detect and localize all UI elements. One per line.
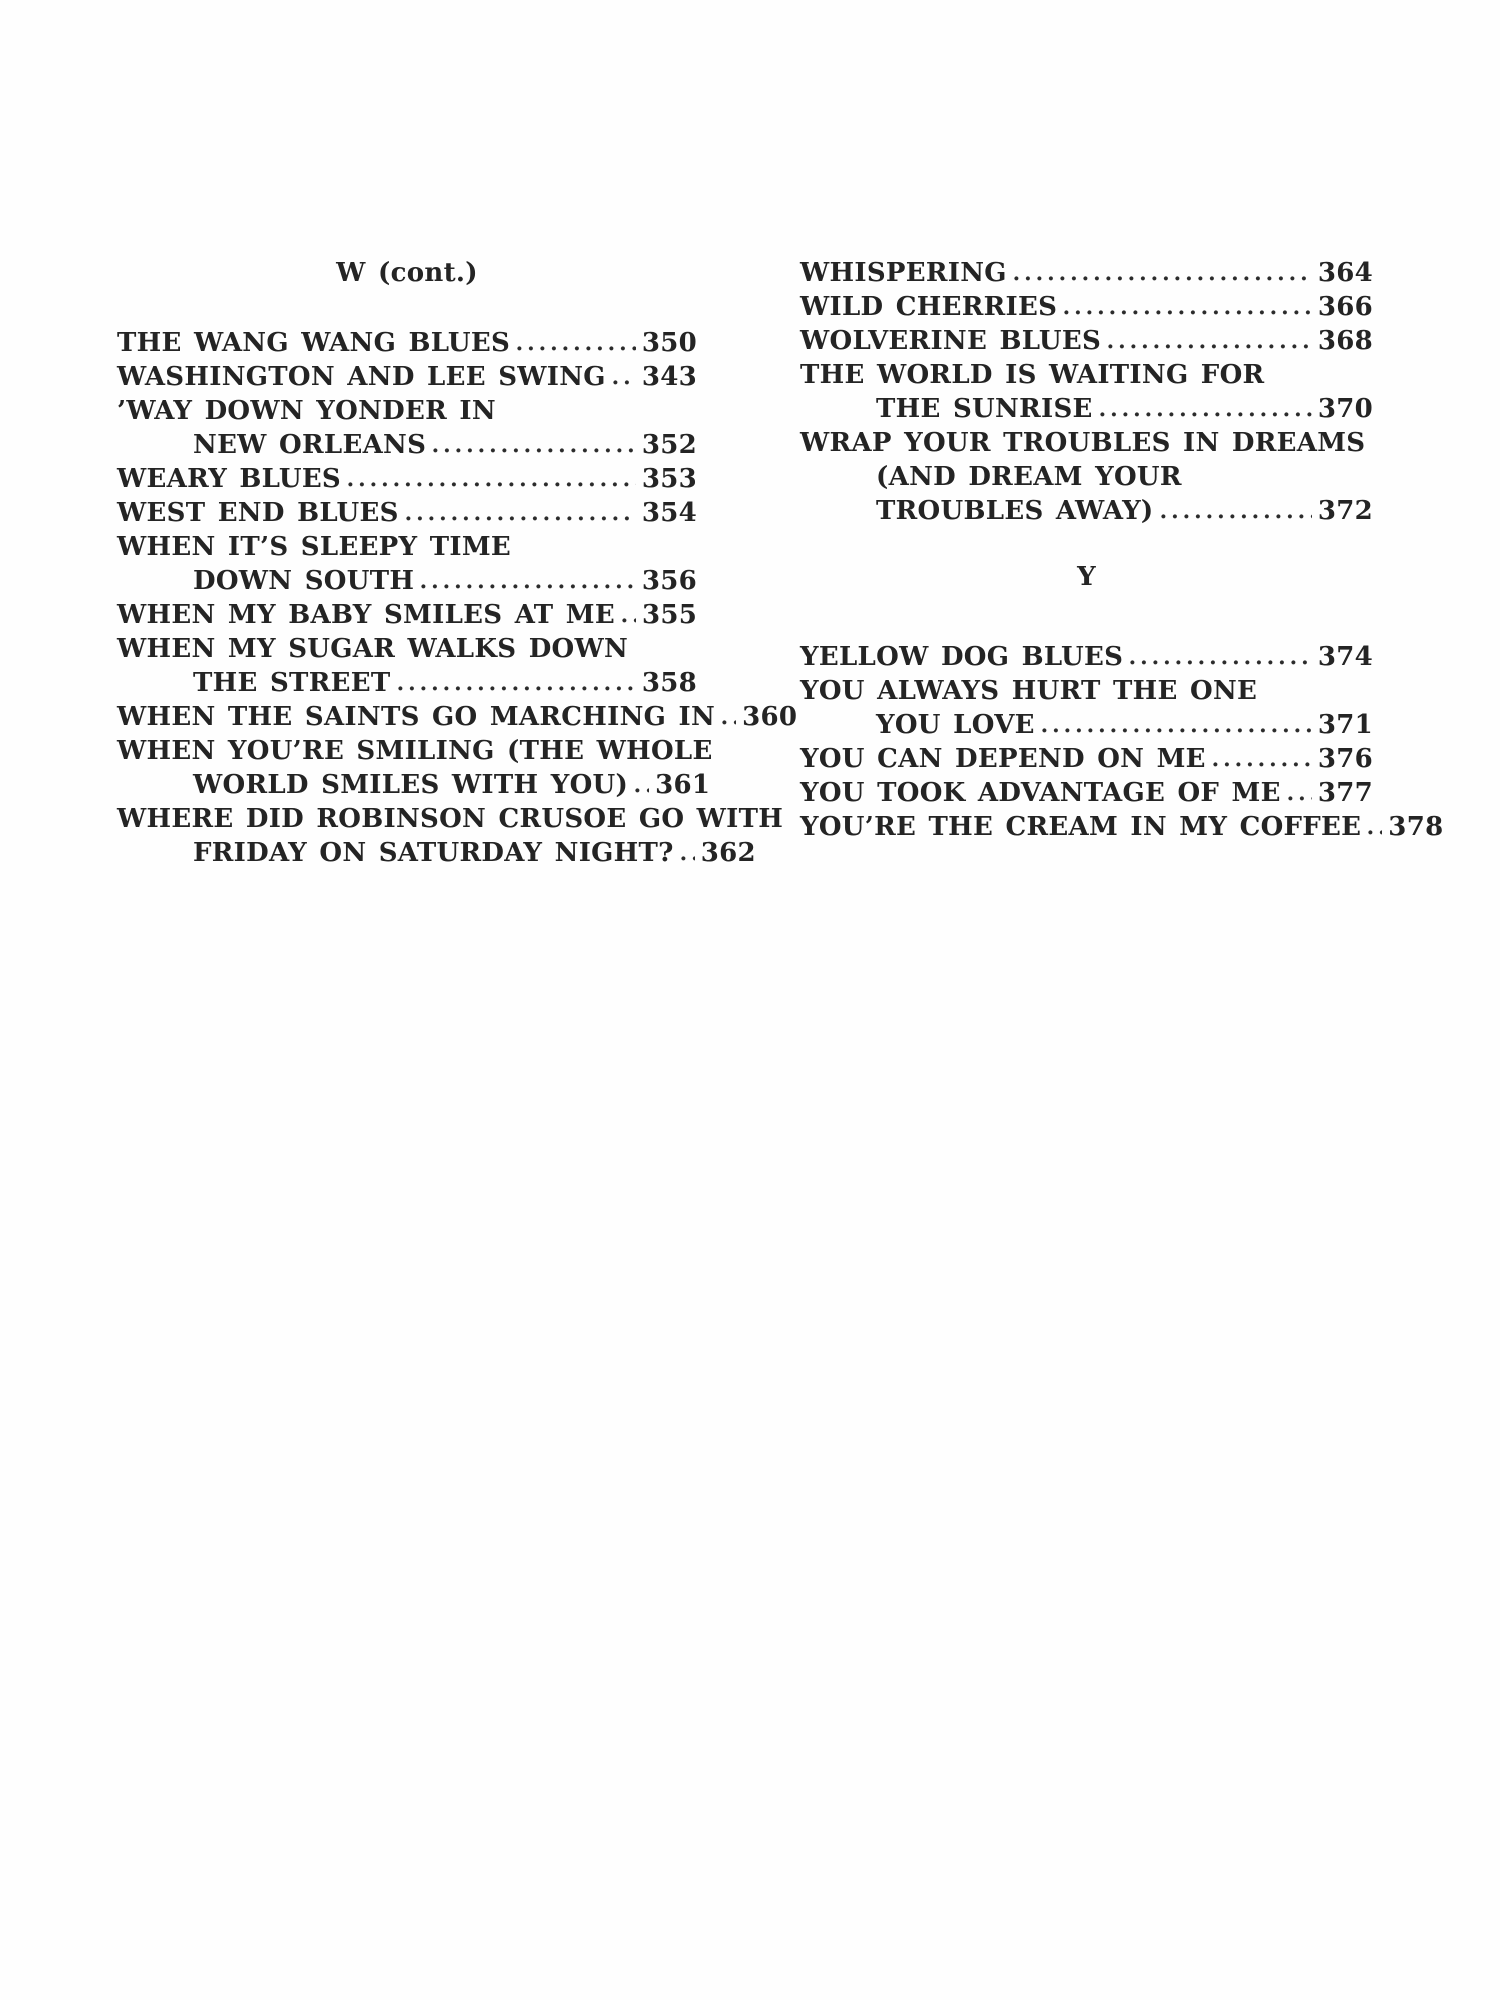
section-heading: Y — [1077, 562, 1096, 592]
index-entry-line — [117, 496, 697, 530]
entry-title: THE WANG WANG BLUES — [117, 328, 511, 358]
page-number: 352 — [641, 430, 697, 460]
entry-title: WORLD SMILES WITH YOU) — [193, 770, 629, 800]
entry-title: ’WAY DOWN YONDER IN — [117, 396, 496, 426]
page-number: 355 — [641, 600, 698, 630]
entry-title: WHEN MY SUGAR WALKS DOWN — [117, 634, 629, 664]
index-entry-line — [800, 776, 1373, 810]
dot-leader — [1014, 276, 1312, 281]
page-number: 360 — [742, 702, 798, 732]
index-entry-line — [117, 802, 784, 836]
page-number: 354 — [641, 498, 697, 528]
entry-title: THE STREET — [193, 668, 391, 698]
page-number: 353 — [641, 464, 697, 494]
entry-title: WILD CHERRIES — [800, 292, 1058, 322]
entry-title: YOU TOOK ADVANTAGE OF ME — [800, 778, 1281, 808]
entry-title: DOWN SOUTH — [193, 566, 415, 596]
entry-title: WEARY BLUES — [117, 464, 342, 494]
dot-leader — [1288, 796, 1312, 801]
index-entry-line — [800, 324, 1373, 358]
dot-leader — [622, 618, 636, 623]
page-number: 343 — [641, 362, 697, 392]
index-entry-line — [117, 836, 756, 870]
entry-title: YOU CAN DEPEND ON ME — [800, 744, 1206, 774]
index-entry-line — [117, 428, 697, 462]
entry-title: WHEN MY BABY SMILES AT ME — [117, 600, 615, 630]
entry-title: FRIDAY ON SATURDAY NIGHT? — [193, 838, 674, 868]
index-entry-line — [800, 460, 1373, 494]
dot-leader — [1042, 728, 1312, 733]
entry-title: WOLVERINE BLUES — [800, 326, 1102, 356]
entry-title: WRAP YOUR TROUBLES IN DREAMS — [800, 428, 1366, 458]
index-entry-line — [800, 494, 1373, 528]
entry-title: NEW ORLEANS — [193, 430, 427, 460]
dot-leader — [1064, 310, 1312, 315]
entry-title: WHEN THE SAINTS GO MARCHING IN — [117, 702, 716, 732]
page-number: 371 — [1317, 710, 1373, 740]
page-number: 361 — [655, 770, 711, 800]
dot-leader — [1130, 660, 1312, 665]
page-number: 376 — [1317, 744, 1373, 774]
entry-title: WEST END BLUES — [117, 498, 399, 528]
dot-leader — [348, 482, 636, 487]
page-number: 362 — [700, 838, 756, 868]
index-entry-line — [117, 394, 697, 428]
index-entry-line — [117, 666, 697, 700]
page-number: 377 — [1317, 778, 1373, 808]
entry-title: YELLOW DOG BLUES — [800, 642, 1124, 672]
index-column-right — [800, 256, 1444, 870]
entry-title: YOU’RE THE CREAM IN MY COFFEE — [800, 812, 1362, 842]
index-column-left — [117, 256, 798, 870]
dot-leader — [1100, 412, 1312, 417]
index-entry-line — [800, 674, 1373, 708]
dot-leader — [681, 856, 695, 861]
page-number: 350 — [641, 328, 697, 358]
entry-title: WHISPERING — [800, 258, 1007, 288]
index-entry-line — [800, 426, 1373, 460]
page-number: 378 — [1388, 812, 1444, 842]
index-entry-line — [800, 708, 1373, 742]
dot-leader — [1161, 514, 1312, 519]
index-entry-line — [117, 632, 697, 666]
entry-title: THE SUNRISE — [876, 394, 1093, 424]
index-entry-line — [800, 640, 1373, 674]
index-entry-line — [117, 598, 697, 632]
index-entry-line — [800, 810, 1444, 844]
entry-title: (AND DREAM YOUR — [876, 462, 1182, 492]
page-number: 356 — [641, 566, 697, 596]
dot-leader — [406, 516, 636, 521]
entry-title: WASHINGTON AND LEE SWING — [117, 362, 606, 392]
index-entry-line — [117, 360, 697, 394]
song-index — [117, 256, 1444, 870]
dot-leader — [517, 346, 636, 351]
entry-title: THE WORLD IS WAITING FOR — [800, 360, 1265, 390]
page-number: 374 — [1317, 642, 1373, 672]
page-number: 370 — [1317, 394, 1373, 424]
index-entry-line — [117, 530, 697, 564]
page-number: 368 — [1317, 326, 1373, 356]
entry-title: TROUBLES AWAY) — [876, 496, 1154, 526]
index-entry-line — [800, 256, 1373, 290]
index-entry-line — [800, 290, 1373, 324]
dot-leader — [398, 686, 636, 691]
index-entry-line — [117, 734, 713, 768]
index-entry-line — [117, 768, 711, 802]
page-number: 366 — [1317, 292, 1373, 322]
dot-leader — [722, 720, 736, 725]
section-heading: W (cont.) — [336, 258, 478, 288]
index-entry-line — [800, 742, 1373, 776]
entry-title: WHEN IT’S SLEEPY TIME — [117, 532, 512, 562]
page-number: 372 — [1317, 496, 1373, 526]
dot-leader — [1368, 830, 1382, 835]
index-entry-line — [117, 462, 697, 496]
index-entry-line — [117, 326, 697, 360]
page-number: 358 — [641, 668, 697, 698]
dot-leader — [1108, 344, 1312, 349]
index-entry-line — [117, 700, 798, 734]
index-entry-line — [117, 564, 697, 598]
dot-leader — [613, 380, 636, 385]
dot-leader — [635, 788, 649, 793]
page-number: 364 — [1317, 258, 1373, 288]
dot-leader — [433, 448, 636, 453]
index-entry-line — [800, 392, 1373, 426]
entry-title: YOU LOVE — [876, 710, 1035, 740]
dot-leader — [421, 584, 636, 589]
dot-leader — [1213, 762, 1312, 767]
entry-title: WHEN YOU’RE SMILING (THE WHOLE — [117, 736, 713, 766]
index-entry-line — [800, 358, 1373, 392]
entry-title: YOU ALWAYS HURT THE ONE — [800, 676, 1258, 706]
entry-title: WHERE DID ROBINSON CRUSOE GO WITH — [117, 804, 784, 834]
